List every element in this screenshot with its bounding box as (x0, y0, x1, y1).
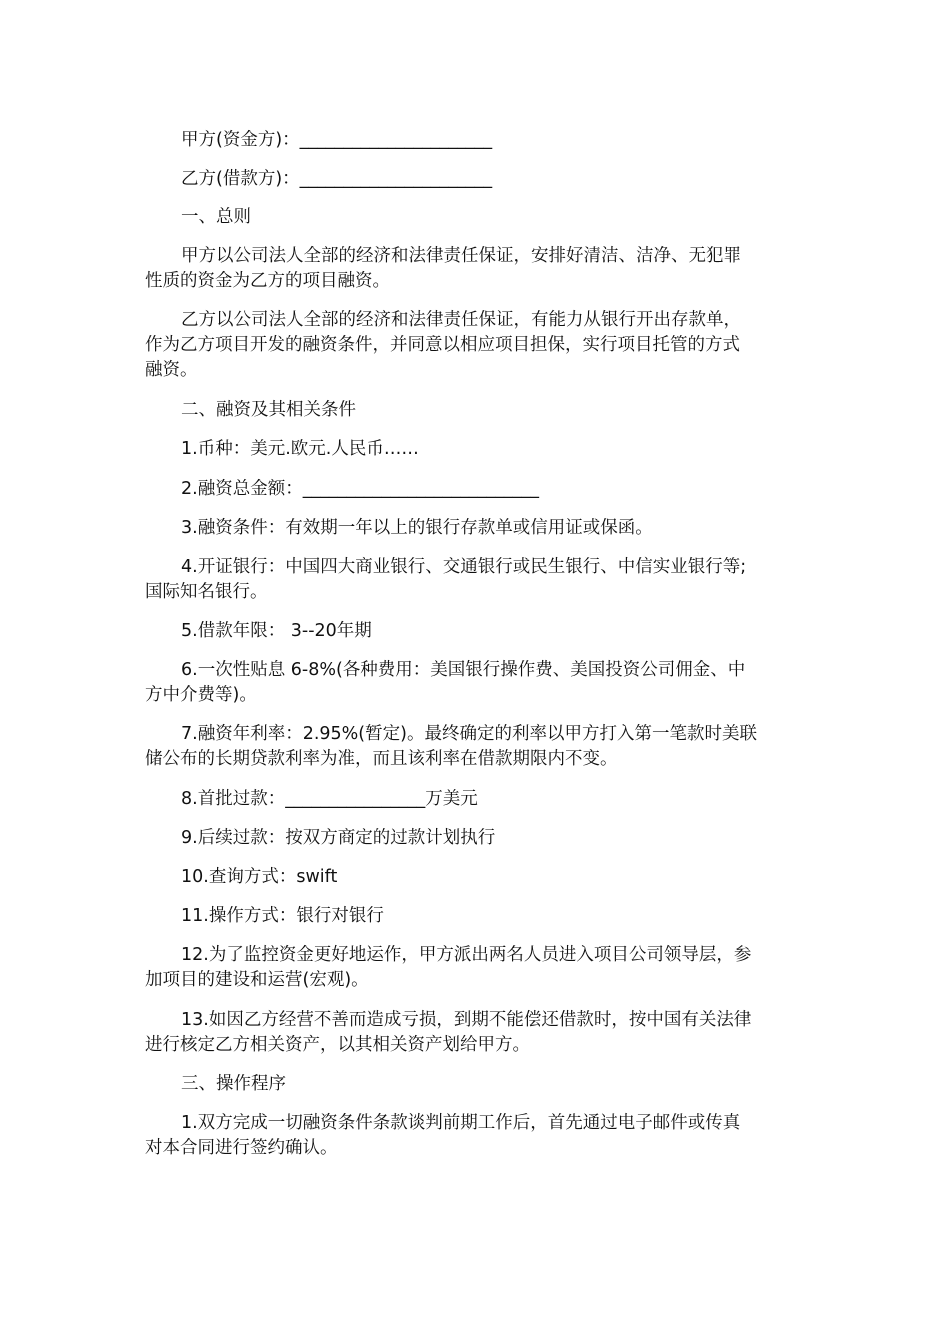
procedure-1: 1.双方完成一切融资条件条款谈判前期工作后，首先通过电子邮件或传真 对本合同进行签约确认。 (145, 1113, 741, 1158)
clause-7-interest-rate: 7.融资年利率：2.95%(暂定)。最终确定的利率以甲方打入第一笔款时美联 储公布的长期贷款利率为准，而且该利率在借款期限内不变。 (145, 724, 757, 769)
clause-3-conditions: 3.融资条件：有效期一年以上的银行存款单或信用证或保函。 (181, 518, 653, 538)
clause-4-issuing-bank: 4.开证银行：中国四大商业银行、交通银行或民生银行、中信实业银行等; 国际知名银行。 (145, 557, 747, 602)
party-b-line: 乙方(借款方)：______________________ (181, 169, 493, 189)
section-2-title: 二、融资及其相关条件 (181, 400, 356, 420)
section-1-paragraph-2: 乙方以公司法人全部的经济和法律责任保证，有能力从银行开出存款单， 作为乙方项目开发的融资条件，并同意以相应项目担保，实行项目托管的方式 融资。 (145, 310, 741, 380)
section-1-paragraph-1: 甲方以公司法人全部的经济和法律责任保证，安排好清洁、洁净、无犯罪 性质的资金为乙方的项目融资。 (145, 246, 741, 291)
clause-11-operation-method: 11.操作方式：银行对银行 (181, 906, 384, 926)
clause-5-term: 5.借款年限： 3--20年期 (181, 621, 372, 641)
clause-6-discount: 6.一次性贴息 6-8%(各种费用：美国银行操作费、美国投资公司佣金、中 方中介费等)。 (145, 660, 746, 705)
party-a-line: 甲方(资金方)：______________________ (181, 130, 493, 150)
section-1-title: 一、总则 (181, 207, 251, 227)
clause-12-supervision: 12.为了监控资金更好地运作，甲方派出两名人员进入项目公司领导层，参 加项目的建设和运营(宏观)。 (145, 945, 752, 990)
clause-13-default: 13.如因乙方经营不善而造成亏损，到期不能偿还借款时，按中国有关法律 进行核定乙方相关资产，以其相关资产划给甲方。 (145, 1010, 752, 1055)
section-3-title: 三、操作程序 (181, 1074, 286, 1094)
clause-1-currency: 1.币种：美元.欧元.人民币…… (181, 439, 419, 459)
clause-8-first-transfer: 8.首批过款：________________万美元 (181, 789, 478, 809)
clause-10-inquiry-method: 10.查询方式：swift (181, 867, 338, 887)
clause-9-subsequent-transfer: 9.后续过款：按双方商定的过款计划执行 (181, 828, 496, 848)
clause-2-total-amount: 2.融资总金额：___________________________ (181, 479, 539, 499)
